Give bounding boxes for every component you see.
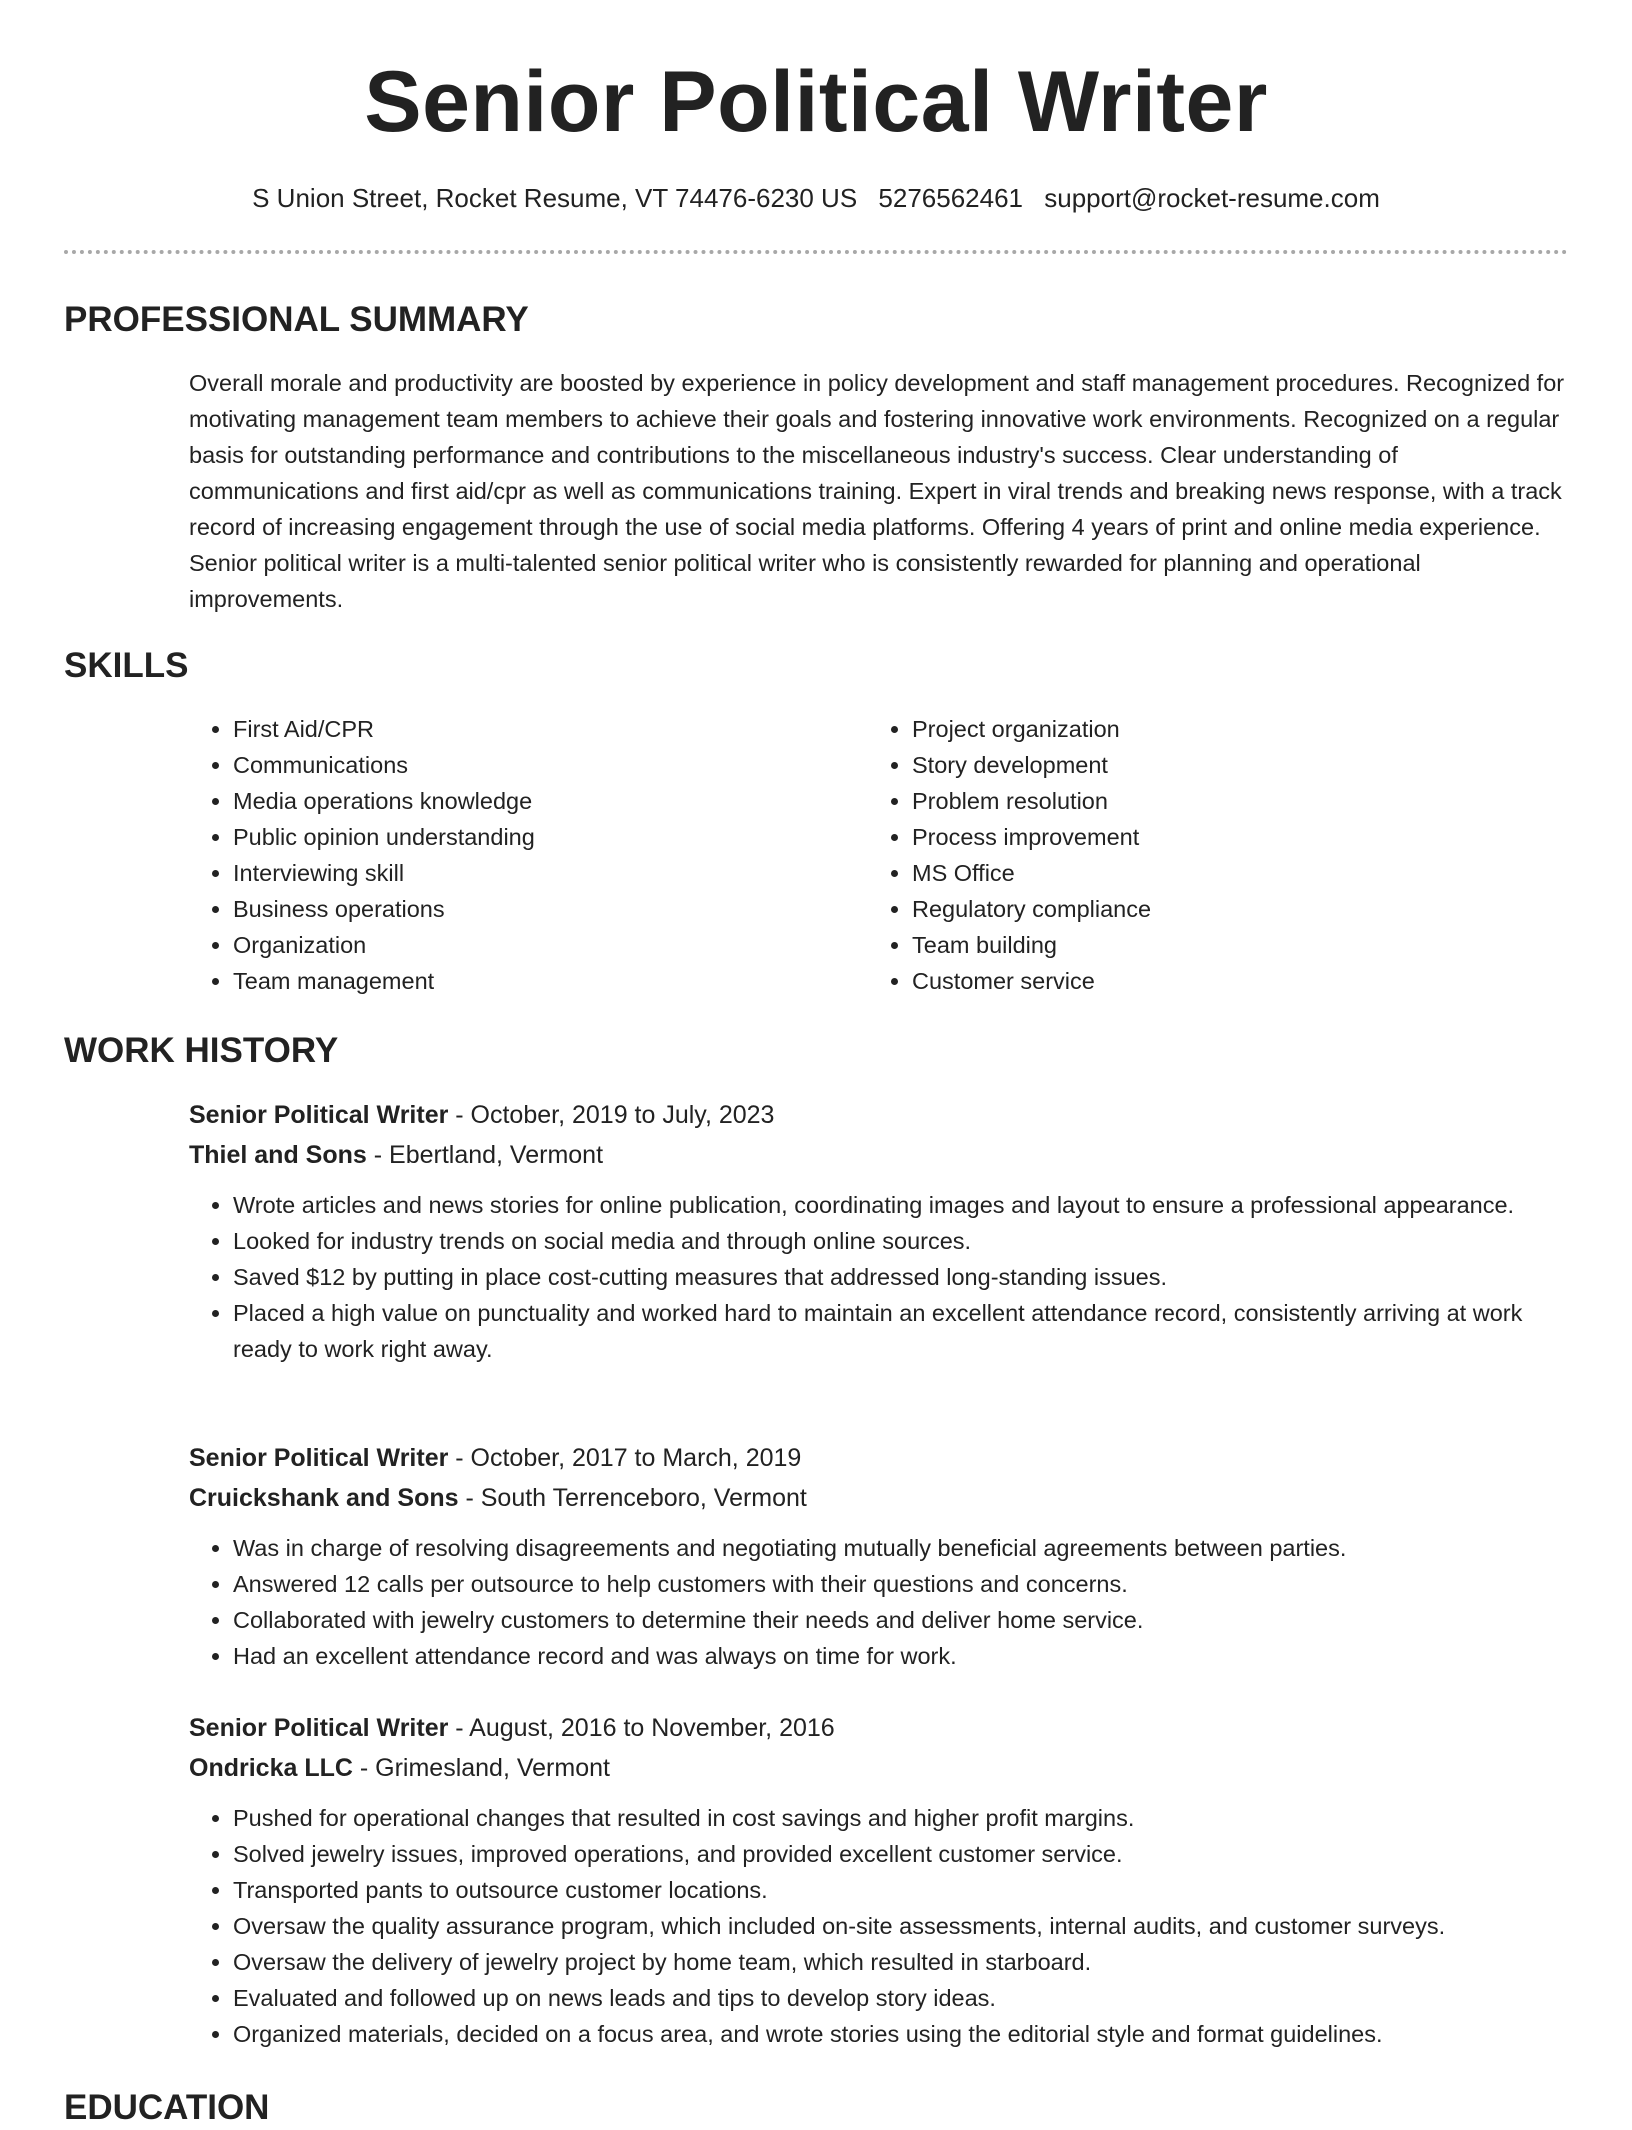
skill-item: • Project organization xyxy=(912,711,1488,747)
job-company: Cruickshank and Sons xyxy=(189,1484,459,1512)
job-bullet: • Oversaw the quality assurance program, which included on-site assessments, internal audits, and customer surveys. xyxy=(233,1908,1567,1944)
job-bullet: • Pushed for operational changes that resulted in cost savings and higher profit margins. xyxy=(233,1800,1567,1836)
job-company-line xyxy=(189,1135,1567,1175)
skill-item: • Problem resolution xyxy=(912,783,1488,819)
skill-item: • MS Office xyxy=(912,855,1488,891)
skills-list-right xyxy=(868,711,1488,999)
skill-item: • Public opinion understanding xyxy=(233,819,809,855)
job-bullets xyxy=(189,1187,1567,1367)
skill-item: • Team building xyxy=(912,927,1488,963)
skill-item: • Media operations knowledge xyxy=(233,783,809,819)
job-entry xyxy=(189,1438,1567,1674)
job-bullet: • Saved $12 by putting in place cost-cutting measures that addressed long-standing issues. xyxy=(233,1259,1567,1295)
job-company-line xyxy=(189,1478,1567,1518)
job-location: - Grimesland, Vermont xyxy=(352,1754,610,1782)
work-heading: WORK HISTORY xyxy=(64,1031,339,1070)
contact-line xyxy=(0,180,1632,216)
education-heading: EDUCATION xyxy=(64,2088,270,2127)
job-bullet: • Transported pants to outsource customer locations. xyxy=(233,1872,1567,1908)
job-dates: - August, 2016 to November, 2016 xyxy=(448,1714,835,1742)
job-company: Thiel and Sons xyxy=(189,1141,367,1169)
skills-column-left xyxy=(189,711,809,999)
skill-item: • Business operations xyxy=(233,891,809,927)
job-role: Senior Political Writer xyxy=(189,1444,449,1472)
job-role: Senior Political Writer xyxy=(189,1101,449,1129)
skills-column-right xyxy=(868,711,1488,999)
job-bullet: • Placed a high value on punctuality and worked hard to maintain an excellent attendance record, consistently arriving at work ready to work right away. xyxy=(233,1295,1567,1367)
job-bullets xyxy=(189,1800,1567,2052)
contact-address: S Union Street, Rocket Resume, VT 74476-6230 US xyxy=(252,183,858,213)
job-bullet: • Answered 12 calls per outsource to help customers with their questions and concerns. xyxy=(233,1566,1567,1602)
job-dates: - October, 2019 to July, 2023 xyxy=(448,1101,775,1129)
contact-email: support@rocket-resume.com xyxy=(1044,183,1380,213)
job-title-line xyxy=(189,1438,1567,1478)
job-bullet: • Wrote articles and news stories for online publication, coordinating images and layout to ensure a professional appearance. xyxy=(233,1187,1567,1223)
job-bullet: • Had an excellent attendance record and was always on time for work. xyxy=(233,1638,1567,1674)
summary-block xyxy=(189,365,1567,617)
job-bullet: • Looked for industry trends on social media and through online sources. xyxy=(233,1223,1567,1259)
skill-item: • Regulatory compliance xyxy=(912,891,1488,927)
job-title-line xyxy=(189,1708,1567,1748)
job-title-line xyxy=(189,1095,1567,1135)
job-location: - South Terrenceboro, Vermont xyxy=(458,1484,807,1512)
skill-item: • Communications xyxy=(233,747,809,783)
skills-list-left xyxy=(189,711,809,999)
skill-item: • Team management xyxy=(233,963,809,999)
summary-heading: PROFESSIONAL SUMMARY xyxy=(64,300,529,339)
skill-item: • Customer service xyxy=(912,963,1488,999)
job-dates: - October, 2017 to March, 2019 xyxy=(448,1444,802,1472)
skill-item: • Interviewing skill xyxy=(233,855,809,891)
job-bullet: • Oversaw the delivery of jewelry project by home team, which resulted in starboard. xyxy=(233,1944,1567,1980)
job-entry xyxy=(189,1708,1567,2052)
job-role: Senior Political Writer xyxy=(189,1714,449,1742)
job-entry xyxy=(189,1095,1567,1367)
job-bullet: • Solved jewelry issues, improved operations, and provided excellent customer service. xyxy=(233,1836,1567,1872)
job-company: Ondricka LLC xyxy=(189,1754,353,1782)
skills-heading: SKILLS xyxy=(64,646,189,685)
job-bullet: • Organized materials, decided on a focus area, and wrote stories using the editorial style and format guidelines. xyxy=(233,2016,1567,2052)
skill-item: • Organization xyxy=(233,927,809,963)
job-bullet: • Collaborated with jewelry customers to determine their needs and deliver home service. xyxy=(233,1602,1567,1638)
header-divider xyxy=(64,250,1568,254)
contact-phone: 5276562461 xyxy=(878,183,1024,213)
job-bullet: • Evaluated and followed up on news leads and tips to develop story ideas. xyxy=(233,1980,1567,2016)
resume-name: Senior Political Writer xyxy=(364,54,1268,150)
skill-item: • Process improvement xyxy=(912,819,1488,855)
job-bullet: • Was in charge of resolving disagreements and negotiating mutually beneficial agreements between parties. xyxy=(233,1530,1567,1566)
skill-item: • Story development xyxy=(912,747,1488,783)
summary-text: Overall morale and productivity are boosted by experience in policy development and staff management procedures. Recognized for motivating management team members to achieve their goals and fostering innovative work environments. Recognized on a regular basis for outstanding performance and contributions to the miscellaneous industry's success. Clear understanding of communications and first aid/cpr as well as communications training. Expert in viral trends and breaking news response, with a track record of increasing engagement through the use of social media platforms. Offering 4 years of print and online media experience. Senior political writer is a multi-talented senior political writer who is consistently rewarded for planning and operational improvements. xyxy=(189,370,1565,612)
job-location: - Ebertland, Vermont xyxy=(366,1141,604,1169)
job-bullets xyxy=(189,1530,1567,1674)
skill-item: • First Aid/CPR xyxy=(233,711,809,747)
job-company-line xyxy=(189,1748,1567,1788)
